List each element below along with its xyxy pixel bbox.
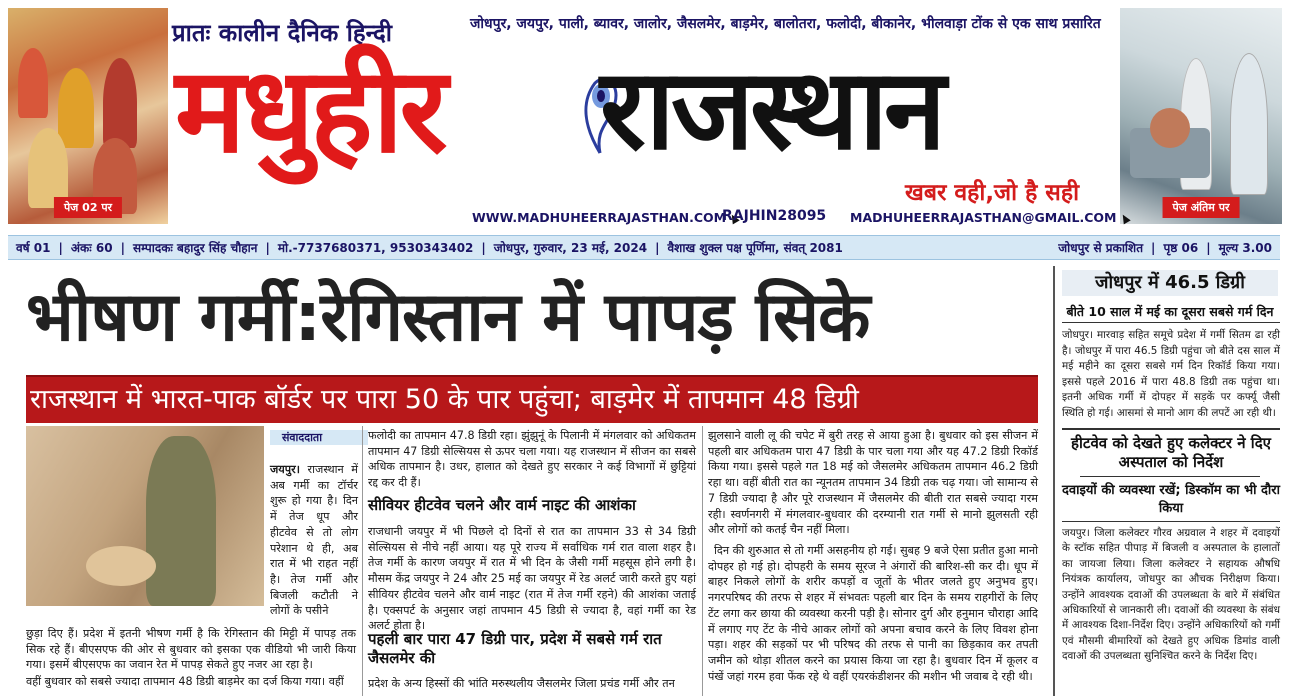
photo-soldier (146, 436, 216, 606)
masthead-slogan: खबर वही,जो है सही (905, 180, 1080, 206)
col1-full-text: छुड़ा दिए हैं। प्रदेश में इतनी भीषण गर्मी है कि रेगिस्तान की मिट्टी में पापड़ तक सिक रहे हैं। बीएसएफ की ओर से बुधवार को इसका एक वीडियो भी जारी किया गया। इसमें बीएसएफ का जवान रेत में पापड़ सेकते हुए नजर आ रहा है। (26, 627, 356, 672)
column-divider (362, 426, 363, 696)
sub-headline[interactable]: राजस्थान में भारत-पाक बॉर्डर पर पारा 50 के पार पहुंचा; बाड़मेर में तापमान 48 डिग्री (26, 375, 1038, 423)
col3-para1: झुलसाने वाली लू की चपेट में बुरी तरह से आया हुआ है। बुधवार को इस सीजन में पहली बार अधिकतम पारा 47 डिग्री के पार चला गया और यह 47.2 डिग्री रिकॉर्ड किया गया। इससे पहले गत 18 मई को जैसलमेर अधिकतम तापमान 46.2 डिग्री रहा था। वहीं बीती रात का न्यूनतम तापमान 34 डिग्री तक चढ़ गया। जो सामान्य से 7 डिग्री ज्यादा है और पूरे राजस्थान में जैसलमेर की बीती रात सबसे ज्यादा गरम रही। स्वर्णनगरी में मंगलवार-बुधवार की दरम्यानी रात गर्मी से मानो झुलसती रही और लोगों को कतई चैन नहीं मिला। (708, 429, 1038, 537)
masthead-brand-part1: मधुहीर (175, 41, 444, 179)
sidebar-headline3[interactable]: दवाइयों की व्यवस्था रखें; डिस्कॉम का भी दौरा किया (1062, 483, 1280, 516)
masthead-cities: जोधपुर, जयपुर, पाली, ब्यावर, जालोर, जैसलमेर, बाड़मेर, बालोतरा, फलोदी, बीकानेर, भीलवाड़ा टोंक से एक साथ प्रसारित (470, 16, 1101, 32)
issue-date: जोधपुर, गुरुवार, 23 मई, 2024 (493, 241, 648, 255)
col1-last-line: वहीं बुधवार को सबसे ज्यादा तापमान 48 डिग्री बाड़मेर का दर्ज किया गया। वहीं (26, 675, 344, 688)
sidebar-divider (1053, 266, 1055, 696)
left-news-photo[interactable] (8, 8, 168, 224)
col2-subhead1[interactable]: सीवियर हीटवेव चलने और वार्म नाइट की आशंका (368, 496, 636, 514)
dateline: जयपुर। (270, 463, 300, 476)
sidebar-para1: जोधपुर। मारवाड़ सहित समूचे प्रदेश में गर्मी सितम ढा रही है। जोधपुर में पारा 46.5 डिग्री पहुंचा जो बीते दस साल में मई महीने का दूसरा सबसे गर्म दिन रिकॉर्ड किया गया। इससे पहले 2016 में पारा 48.8 डिग्री तक पहुंचा था। इतनी अधिक गर्मी में दोपहर में सड़कें पर कर्फ्यू जैसी स्थिति हो गई। आसमां से मानो आग की लपटें आ रही थी। (1062, 329, 1280, 419)
sidebar-rule (1062, 322, 1280, 323)
issue-info-bar: वर्ष 01 | अंकः 60 | सम्पादकः बहादुर सिंह चौहान | मो.-7737680371, 9530343402 | जोधपुर, गुरुवार, 23 मई, 2024 | वैशाख शुक्ल पक्ष पूर्णिमा, संवत् 2081 जोधपुर से प्रकाशित | पृष्ठ 06 | मूल्य 3.00 (8, 235, 1280, 260)
sidebar-rule (1062, 428, 1280, 430)
issue-year: वर्ष 01 (16, 241, 51, 255)
bsf-papad-photo[interactable] (26, 426, 264, 606)
main-headline[interactable]: भीषण गर्मी:रेगिस्तान में पापड़ सिके (26, 278, 870, 357)
price: मूल्य 3.00 (1218, 241, 1272, 255)
website-text[interactable]: WWW.MADHUHEERRAJASTHAN.COM (472, 210, 727, 225)
col2-para1: फलोदी का तापमान 47.8 डिग्री रहा। झुंझुनूं के पिलानी में मंगलवार को अधिकतम तापमान 47 डिग्री सेल्सियस से ऊपर चला गया। यह राजस्थान में सीजन का सबसे अधिक तापमान है। उधर, हालात को देखते हुए सरकार ने कई विभागों में छुट्टियां रद्द कर दी हैं। (368, 429, 696, 490)
sidebar-headline2[interactable]: हीटवेव को देखते हुए कलेक्टर ने दिए अस्पताल को निर्देश (1071, 434, 1271, 471)
page-ref-tag[interactable]: पेज अंतिम पर (1163, 197, 1240, 218)
page-ref-tag[interactable]: पेज 02 पर (54, 197, 122, 218)
sidebar-para2: जयपुर। जिला कलेक्टर गौरव अग्रवाल ने शहर में दवाइयों के स्टॉक सहित पीपाड़ में बिजली व अस्पताल के हालातों का जायजा लिया। जिला कलेक्टर ने सहायक औषधि नियंत्रक कार्यालय, जोधपुर का औचक निरीक्षण किया। उन्होंने आवश्यक दवाओं की उपलब्धता के बारे में संबंधित अधिकारियों से जानकारी ली। दवाओं की व्यवस्था के संबंध में आवश्यक दिशा-निर्देश दिए। उन्होंने अधिकारियों को गर्मी एवं मौसमी बीमारियों को देखते हुए अधिक डिमांड वाली दवाओं की उपलब्धता सुनिश्चित करने के निर्देश दिए। (1062, 527, 1280, 663)
photo-figure (1150, 108, 1190, 148)
masthead-brand-part2: राजस्थान (600, 45, 942, 175)
website-link[interactable] (472, 210, 738, 225)
photo-figure (1230, 53, 1268, 195)
photo-figure (103, 58, 137, 148)
col1-wrap-text (270, 462, 358, 619)
sidebar-rule (1062, 521, 1280, 522)
col1-wrap-body: राजस्थान में अब गर्मी का टॉर्चर शुरू हो गया है। दिन में तेज धूप और हीटवेव से तो लोग परेशान थे ही, अब रात में भी राहत नहीं है। तेज गर्मी और बिजली कटौती ने लोगों के पसीने (270, 463, 358, 618)
col2-para3: प्रदेश के अन्य हिस्सों की भांति मरुस्थलीय जैसलमेर जिला प्रचंड गर्मी और तन (368, 677, 675, 690)
photo-figure (28, 128, 68, 208)
photo-figure (18, 48, 48, 118)
published-from: जोधपुर से प्रकाशित (1058, 241, 1144, 255)
email-link[interactable] (850, 210, 1129, 225)
col2-para2: राजधानी जयपुर में भी पिछले दो दिनों से रात का तापमान 33 से 34 डिग्री सेल्सियस से नीचे नहीं आया। यह पूरे राज्य में सर्वाधिक गर्म रात वाला शहर है। तेज गर्मी के कारण जयपुर में रात में भी दिन के जैसी गर्मी महसूस होने लगी है। मौसम केंद्र जयपुर ने 24 और 25 मई का जयपुर में रेड अलर्ट जारी करते हुए यहां सीवियर हीटवेव चलने और वार्म नाइट (रात में तेज गर्मी रहने) की आशंका जताई है। एक्सपर्ट के अनुसार जहां तापमान 45 डिग्री से ज्यादा है, वहां गर्मी का रेड अलर्ट होता है। (368, 525, 696, 633)
issue-editor: सम्पादकः बहादुर सिंह चौहान (132, 241, 258, 255)
right-news-photo[interactable] (1120, 8, 1282, 224)
byline: संवाददाता (270, 430, 368, 445)
photo-figure (58, 68, 94, 148)
page-number: पृष्ठ 06 (1163, 241, 1199, 255)
col2-subhead2[interactable]: पहली बार पारा 47 डिग्री पार, प्रदेश में सबसे गर्म रात जैसलमेर की (368, 630, 662, 667)
registration-number: RAJHIN28095 (722, 208, 827, 224)
cursor-icon (1119, 213, 1130, 225)
masthead-tagline: प्रातः कालीन दैनिक हिन्दी (172, 18, 392, 47)
sidebar-subtitle: बीते 10 साल में मई का दूसरा सबसे गर्म दिन (1066, 304, 1274, 319)
sidebar-rule (1080, 476, 1260, 477)
sidebar-title[interactable]: जोधपुर में 46.5 डिग्री (1062, 270, 1278, 296)
photo-sand (86, 546, 156, 586)
email-text[interactable]: MADHUHEERRAJASTHAN@GMAIL.COM (850, 210, 1117, 225)
issue-number: अंकः 60 (70, 241, 113, 255)
column-divider (702, 426, 703, 696)
col3-para2: दिन की शुरुआत से तो गर्मी असहनीय हो गई। सुबह 9 बजे ऐसा प्रतीत हुआ मानो दोपहर हो गई हो। दोपहरी के समय सूरज ने अंगारों की बारिश-सी कर दी। धूप में बाहर निकले लोगों के शरीर कपड़ों व जूतों के भीतर जलते हुए अनुभव हुए। नगरपरिषद की तरफ से शहर में संभवतः पहली बार दिन के समय राहगीरों के लिए टेंट लगा कर छाया की व्यवस्था करनी पड़ी है। सोनार दुर्ग और हनुमान चौराहा आदि में लगाए गए टेंट के नीचे आकर लोगों को अपना बचाव करने के लिए विवश होना पड़ा। शहर की सड़कों पर भी परिषद की तरफ से पानी का छिड़काव कर तपती जमीन को थोड़ा शीतल करने का प्रयास किया जा रहा है। बुधवार दिन में कूलर व पंखें जहां गरम हवा फेंक रहे थे वहीं एयरकंडीशनर की मशीन भी जवाब दे रही थी। (708, 544, 1038, 683)
hindu-date: वैशाख शुक्ल पक्ष पूर्णिमा, संवत् 2081 (667, 241, 843, 255)
issue-mobile: मो.-7737680371, 9530343402 (277, 241, 474, 255)
